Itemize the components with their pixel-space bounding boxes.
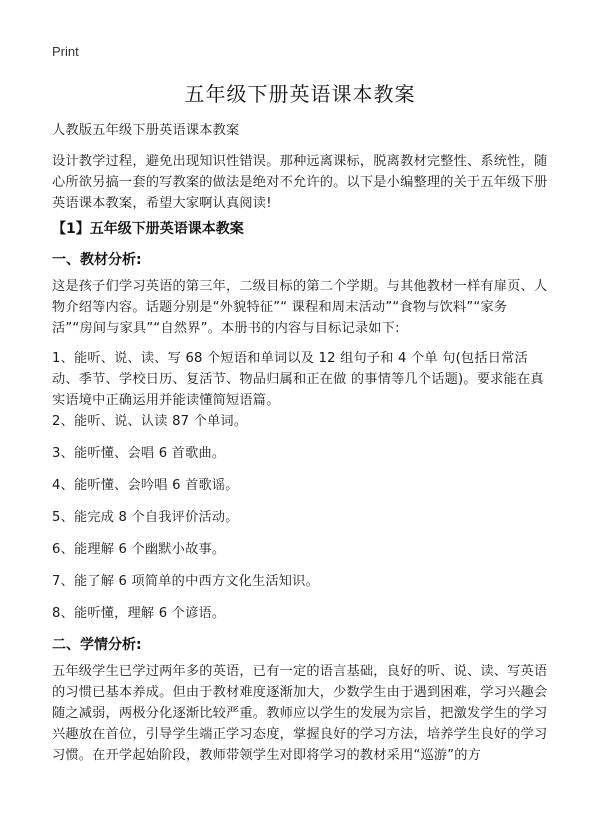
list-item: 5、能完成 8 个自我评价活动。 — [52, 510, 239, 525]
intro-paragraph: 设计教学过程，避免出现知识性错误。那种远离课标，脱离教材完整性、系统性，随心所欲另搞一套的写教案的做法是绝对不允许的。以下是小编整理的关于五年级下册英语课本教案，希望大家啊认真阅读! — [52, 154, 548, 211]
list-item: 1、能听、说、读、写 68 个短语和单词以及 12 组句子和 4 个单 句(包括日常活动、季节、学校日历、复活节、物品归属和正在做 的事情等几个话题)。要求能在真实语境中正确运用并能读懂简短语篇。 — [52, 351, 544, 408]
list-item: 2、能听、说、认读 87 个单词。 — [52, 414, 248, 429]
part2-paragraph: 五年级学生已学过两年多的英语，已有一定的语言基础，良好的听、说、读、写英语的习惯已基本养成。但由于教材难度逐渐加大，少数学生由于遇到困难，学习兴趣会随之减弱，两极分化逐渐比较严重。教师应以学生的发展为宗旨，把激发学生的学习兴趣放在首位，引导学生端正学习态度，掌握良好的学习方法，培养学生良好的学习习惯。在开学起始阶段，教师带领学生对即将学习的教材采用“巡游”的方 — [52, 664, 548, 763]
subtitle: 人教版五年级下册英语课本教案 — [52, 123, 240, 138]
list-item: 3、能听懂、会唱 6 首歌曲。 — [52, 446, 226, 461]
part1-heading: 一、教材分析: — [52, 252, 142, 268]
list-item: 4、能听懂、会吟唱 6 首歌谣。 — [52, 478, 239, 493]
list-item: 6、能理解 6 个幽默小故事。 — [52, 542, 226, 557]
section-heading: 【1】五年级下册英语课本教案 — [52, 221, 244, 237]
part2-heading: 二、学情分析: — [52, 637, 142, 653]
part1-paragraph: 这是孩子们学习英语的第三年，二级目标的第二个学期。与其他教材一样有扉页、人物介绍等内容。话题分别是“外貌特征”“ 课程和周末活动”“食物与饮料”“家务活”“房间与家具”“自然界”。本册书的内容与目标记录如下: — [52, 279, 548, 336]
print-link[interactable]: Print — [52, 44, 79, 59]
list-item: 7、能了解 6 项简单的中西方文化生活知识。 — [52, 574, 319, 589]
page-title: 五年级下册英语课本教案 — [184, 82, 416, 106]
list-item: 8、能听懂，理解 6 个谚语。 — [52, 606, 226, 621]
